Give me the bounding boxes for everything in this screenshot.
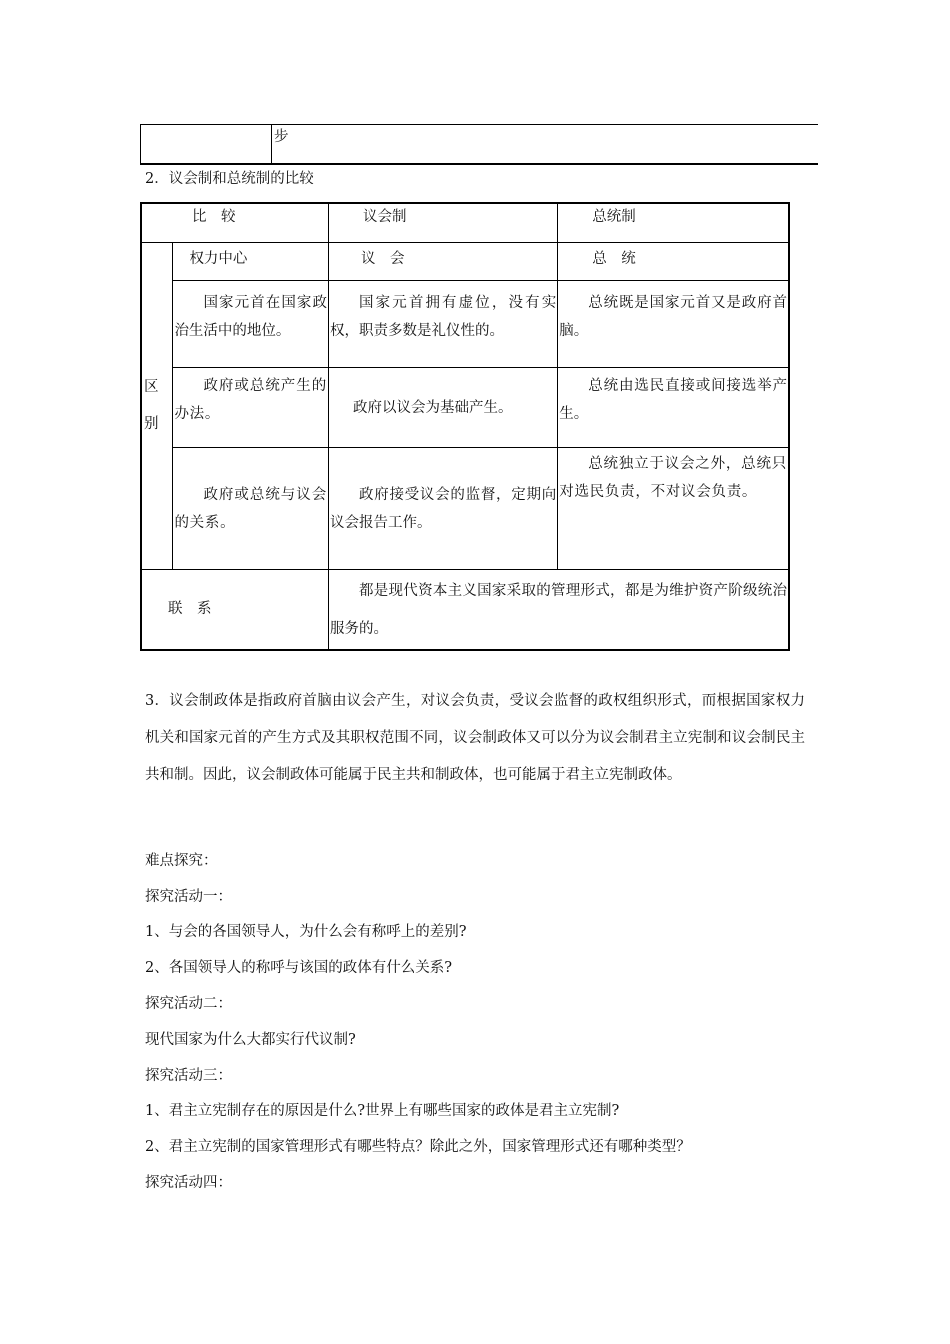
row-1-presidential: 总 统 <box>558 243 789 281</box>
link-label: 联 系 <box>141 570 329 650</box>
text-line-3: 1、与会的各国领导人，为什么会有称呼上的差别? <box>145 924 467 940</box>
row-4-item: 政府或总统与议会的关系。 <box>173 448 329 570</box>
text-line-2: 探究活动一： <box>145 889 232 905</box>
paragraph-3: 3．议会制政体是指政府首脑由议会产生，对议会负责，受议会监督的政权组织形式，而根据国家权力机关和国家元首的产生方式及其职权范围不同，议会制政体又可以分为议会制君主立宪制和议会制民主共和制。因此，议会制政体可能属于民主共和制政体，也可能属于君主立宪制政体。 <box>145 693 805 783</box>
row-3-presidential: 总统由选民直接或间接选举产生。 <box>558 368 789 448</box>
row-4-presidential: 总统独立于议会之外，总统只对选民负责，不对议会负责。 <box>558 448 789 570</box>
header-compare: 比 较 <box>141 203 329 243</box>
row-2-presidential: 总统既是国家元首又是政府首脑。 <box>558 281 789 368</box>
row-4-parliamentary: 政府接受议会的监督，定期向议会报告工作。 <box>329 448 558 570</box>
fragment-cell-2: 步 <box>272 125 819 165</box>
text-line-6: 现代国家为什么大都实行代议制? <box>145 1032 356 1048</box>
comparison-table <box>140 202 790 651</box>
text-line-4: 2、各国领导人的称呼与该国的政体有什么关系? <box>145 960 452 976</box>
section-2-heading: 2．议会制和总统制的比较 <box>145 171 314 187</box>
text-line-1: 难点探究： <box>145 853 218 869</box>
fragment-table <box>140 124 818 165</box>
text-line-10: 探究活动四： <box>145 1175 232 1191</box>
text-line-9: 2、君主立宪制的国家管理形式有哪些特点？除此之外，国家管理形式还有哪种类型？ <box>145 1139 691 1155</box>
diff-label: 区别 <box>141 243 173 570</box>
link-text: 都是现代资本主义国家采取的管理形式，都是为维护资产阶级统治服务的。 <box>329 570 790 650</box>
row-2-parliamentary: 国家元首拥有虚位，没有实权，职责多数是礼仪性的。 <box>329 281 558 368</box>
header-parliamentary: 议会制 <box>329 203 558 243</box>
row-1-parliamentary: 议 会 <box>329 243 558 281</box>
row-2-item: 国家元首在国家政治生活中的地位。 <box>173 281 329 368</box>
text-line-8: 1、君主立宪制存在的原因是什么?世界上有哪些国家的政体是君主立宪制? <box>145 1103 620 1119</box>
text-line-5: 探究活动二： <box>145 996 232 1012</box>
fragment-cell-1 <box>141 125 272 165</box>
text-line-7: 探究活动三： <box>145 1068 232 1084</box>
row-1-item: 权力中心 <box>173 243 329 281</box>
row-3-item: 政府或总统产生的办法。 <box>173 368 329 448</box>
row-3-parliamentary: 政府以议会为基础产生。 <box>329 368 558 448</box>
header-presidential: 总统制 <box>558 203 789 243</box>
